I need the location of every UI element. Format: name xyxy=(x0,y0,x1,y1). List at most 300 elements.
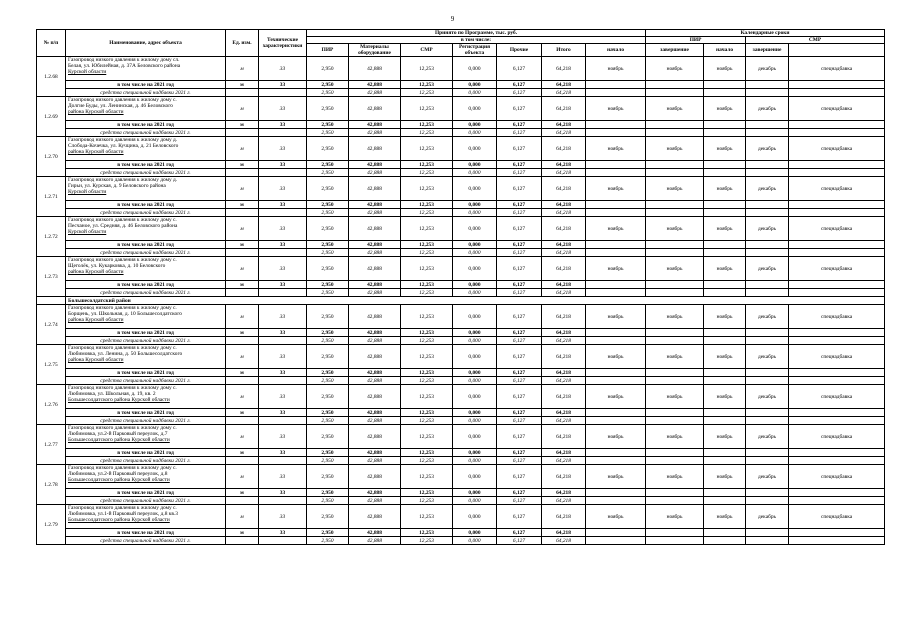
empty-cell xyxy=(789,89,885,97)
empty-cell xyxy=(746,337,789,345)
empty-cell xyxy=(226,337,259,345)
other-cell: 6,127 xyxy=(497,129,542,137)
total-cell: 64,218 xyxy=(542,369,586,377)
empty-cell xyxy=(586,161,646,169)
empty-cell xyxy=(646,457,704,465)
smr-cell: 12,253 xyxy=(401,257,453,281)
smr-end-cell: декабрь xyxy=(746,465,789,489)
smr-start-cell: ноябрь xyxy=(704,57,746,81)
reg-cell: 0,000 xyxy=(453,369,497,377)
smr-cell: 12,253 xyxy=(401,249,453,257)
year-total-label: в том числе на 2021 год xyxy=(66,329,226,337)
pir-cell: 2,950 xyxy=(307,529,349,537)
object-name-line xyxy=(68,269,223,275)
pir-cell: 2,950 xyxy=(307,129,349,137)
empty-cell xyxy=(746,329,789,337)
materials-cell: 42,888 xyxy=(349,129,401,137)
object-name-line xyxy=(68,149,223,155)
smr-start-cell: ноябрь xyxy=(704,97,746,121)
materials-cell: 42,888 xyxy=(349,489,401,497)
object-name-line xyxy=(68,229,223,235)
length-cell: 33 xyxy=(259,369,307,377)
pir-start-cell: ноябрь xyxy=(586,305,646,329)
total-cell: 64,218 xyxy=(542,257,586,281)
other-cell: 6,127 xyxy=(497,377,542,385)
object-name xyxy=(66,465,226,489)
other-cell: 6,127 xyxy=(497,161,542,169)
other-cell: 6,127 xyxy=(497,249,542,257)
object-row xyxy=(37,97,885,121)
empty-cell xyxy=(259,377,307,385)
other-cell: 6,127 xyxy=(497,329,542,337)
object-name-line xyxy=(68,109,223,115)
special-surcharge-row xyxy=(37,337,885,345)
object-name-region: района Курской области xyxy=(68,149,124,156)
unit-cell: м xyxy=(226,529,259,537)
empty-cell xyxy=(746,129,789,137)
object-name-line: Газопровод низкого давления к жилому дому с. xyxy=(68,305,177,311)
object-row xyxy=(37,425,885,449)
pir-end-cell: ноябрь xyxy=(646,505,704,529)
empty-cell xyxy=(586,129,646,137)
other-cell: 6,127 xyxy=(497,385,542,409)
empty-cell xyxy=(746,81,789,89)
source-cell: спецнадбавка xyxy=(789,505,885,529)
total-cell: 64,218 xyxy=(542,57,586,81)
length-cell: 33 xyxy=(259,329,307,337)
other-cell: 6,127 xyxy=(497,169,542,177)
reg-cell: 0,000 xyxy=(453,497,497,505)
object-name xyxy=(66,57,226,81)
district-no-cell xyxy=(37,297,66,305)
object-name-line: Газопровод низкого давления к жилому дому с. xyxy=(68,345,177,351)
empty-cell xyxy=(704,81,746,89)
special-label: средства специальной надбавки 2021 г. xyxy=(66,417,226,425)
header-cal-pir: ПИР xyxy=(646,37,746,44)
materials-cell: 42,888 xyxy=(349,337,401,345)
reg-cell: 0,000 xyxy=(453,377,497,385)
district-name: Большесолдатский район xyxy=(66,297,885,305)
total-cell: 64,218 xyxy=(542,97,586,121)
smr-cell: 12,253 xyxy=(401,457,453,465)
empty-cell xyxy=(746,281,789,289)
empty-cell xyxy=(789,417,885,425)
pir-end-cell: ноябрь xyxy=(646,57,704,81)
materials-cell: 42,888 xyxy=(349,121,401,129)
empty-cell xyxy=(746,537,789,545)
object-name-region: района Курской области xyxy=(68,109,124,116)
pir-cell: 2,950 xyxy=(307,505,349,529)
smr-cell: 12,253 xyxy=(401,305,453,329)
materials-cell: 42,888 xyxy=(349,305,401,329)
total-cell: 64,218 xyxy=(542,329,586,337)
object-name xyxy=(66,177,226,201)
empty-cell xyxy=(586,209,646,217)
other-cell: 6,127 xyxy=(497,457,542,465)
empty-cell xyxy=(704,537,746,545)
empty-cell xyxy=(746,209,789,217)
empty-cell xyxy=(586,281,646,289)
header-no: № п/п xyxy=(37,30,66,57)
empty-cell xyxy=(789,289,885,297)
pir-cell: 2,950 xyxy=(307,169,349,177)
reg-cell: 0,000 xyxy=(453,329,497,337)
total-cell: 64,218 xyxy=(542,489,586,497)
empty-cell xyxy=(704,161,746,169)
materials-cell: 42,888 xyxy=(349,497,401,505)
object-name-line xyxy=(68,317,223,323)
object-name-line: Щеголёк, ул. Кукарковка, д. 10 Беловского xyxy=(68,263,166,270)
unit-cell: м xyxy=(226,369,259,377)
year-total-label: в том числе на 2021 год xyxy=(66,201,226,209)
object-row xyxy=(37,505,885,529)
reg-cell: 0,000 xyxy=(453,241,497,249)
empty-cell xyxy=(704,337,746,345)
pir-cell: 2,950 xyxy=(307,209,349,217)
object-row xyxy=(37,257,885,281)
empty-cell xyxy=(586,529,646,537)
special-label: средства специальной надбавки 2021 г. xyxy=(66,169,226,177)
unit-cell: м xyxy=(226,281,259,289)
object-name-line: Слобода-Кочечка, ул. Кучцина, д. 21 Беловского xyxy=(68,143,179,150)
total-cell: 64,218 xyxy=(542,201,586,209)
empty-cell xyxy=(259,417,307,425)
reg-cell: 0,000 xyxy=(453,177,497,201)
total-cell: 64,218 xyxy=(542,337,586,345)
empty-cell xyxy=(646,129,704,137)
other-cell: 6,127 xyxy=(497,425,542,449)
object-name xyxy=(66,345,226,369)
object-name-region: района Курской области xyxy=(68,357,124,364)
empty-cell xyxy=(646,201,704,209)
smr-start-cell: ноябрь xyxy=(704,177,746,201)
program-table-container xyxy=(36,29,884,545)
smr-end-cell: декабрь xyxy=(746,177,789,201)
reg-cell: 0,000 xyxy=(453,281,497,289)
reg-cell: 0,000 xyxy=(453,249,497,257)
unit-cell: м xyxy=(226,81,259,89)
smr-cell: 12,253 xyxy=(401,129,453,137)
empty-cell xyxy=(704,377,746,385)
object-name-line xyxy=(68,69,223,75)
total-cell: 64,218 xyxy=(542,465,586,489)
materials-cell: 42,888 xyxy=(349,465,401,489)
empty-cell xyxy=(746,457,789,465)
smr-cell: 12,253 xyxy=(401,209,453,217)
special-label: средства специальной надбавки 2021 г. xyxy=(66,537,226,545)
empty-cell xyxy=(789,129,885,137)
year-total-row xyxy=(37,201,885,209)
object-name-line: Любимовка, ул. Школьная, д. 19, кв. 2 xyxy=(68,391,156,398)
object-name-region: Курской области xyxy=(68,229,107,236)
smr-cell: 12,253 xyxy=(401,57,453,81)
header-tech: Технические характеристики xyxy=(259,30,307,57)
empty-cell xyxy=(746,377,789,385)
empty-cell xyxy=(704,89,746,97)
program-table xyxy=(36,29,885,545)
empty-cell xyxy=(789,377,885,385)
year-total-row xyxy=(37,489,885,497)
materials-cell: 42,888 xyxy=(349,345,401,369)
smr-cell: 12,253 xyxy=(401,417,453,425)
smr-cell: 12,253 xyxy=(401,217,453,241)
empty-cell xyxy=(259,289,307,297)
table-header xyxy=(37,30,885,57)
pir-cell: 2,950 xyxy=(307,449,349,457)
empty-cell xyxy=(646,281,704,289)
unit-cell: м xyxy=(226,201,259,209)
empty-cell xyxy=(789,169,885,177)
other-cell: 6,127 xyxy=(497,137,542,161)
empty-cell xyxy=(789,457,885,465)
materials-cell: 42,888 xyxy=(349,281,401,289)
reg-cell: 0,000 xyxy=(453,57,497,81)
unit-cell: м xyxy=(226,489,259,497)
other-cell: 6,127 xyxy=(497,281,542,289)
length-cell: 33 xyxy=(259,505,307,529)
object-name-region: Большесолдатского района Курской области xyxy=(68,397,170,404)
other-cell: 6,127 xyxy=(497,449,542,457)
object-row xyxy=(37,57,885,81)
smr-cell: 12,253 xyxy=(401,161,453,169)
year-total-row xyxy=(37,81,885,89)
special-label: средства специальной надбавки 2021 г. xyxy=(66,337,226,345)
reg-cell: 0,000 xyxy=(453,121,497,129)
reg-cell: 0,000 xyxy=(453,345,497,369)
empty-cell xyxy=(789,337,885,345)
object-name-region: Большесолдатского района Курской области xyxy=(68,477,170,484)
pir-cell: 2,950 xyxy=(307,97,349,121)
smr-end-cell: декабрь xyxy=(746,385,789,409)
special-label: средства специальной надбавки 2021 г. xyxy=(66,289,226,297)
total-cell: 64,218 xyxy=(542,377,586,385)
object-row xyxy=(37,177,885,201)
object-row xyxy=(37,345,885,369)
header-funding-sub: в том числе: xyxy=(307,37,646,44)
pir-cell: 2,950 xyxy=(307,465,349,489)
empty-cell xyxy=(646,161,704,169)
year-total-label: в том числе на 2021 год xyxy=(66,281,226,289)
length-cell: 33 xyxy=(259,241,307,249)
special-surcharge-row xyxy=(37,129,885,137)
pir-start-cell: ноябрь xyxy=(586,97,646,121)
empty-cell xyxy=(646,537,704,545)
other-cell: 6,127 xyxy=(497,465,542,489)
empty-cell xyxy=(646,241,704,249)
smr-cell: 12,253 xyxy=(401,137,453,161)
object-name xyxy=(66,425,226,449)
pir-start-cell: ноябрь xyxy=(586,57,646,81)
source-cell: спецнадбавка xyxy=(789,257,885,281)
pir-cell: 2,950 xyxy=(307,249,349,257)
special-label: средства специальной надбавки 2021 г. xyxy=(66,497,226,505)
pir-cell: 2,950 xyxy=(307,137,349,161)
smr-end-cell: декабрь xyxy=(746,97,789,121)
table-body xyxy=(37,57,885,545)
smr-end-cell: декабрь xyxy=(746,505,789,529)
length-cell: 33 xyxy=(259,385,307,409)
object-name-line: Газопровод низкого давления к жилому дому с. xyxy=(68,257,177,263)
pir-cell: 2,950 xyxy=(307,81,349,89)
empty-cell xyxy=(704,289,746,297)
empty-cell xyxy=(704,209,746,217)
length-cell: 33 xyxy=(259,81,307,89)
object-name xyxy=(66,217,226,241)
empty-cell xyxy=(704,529,746,537)
materials-cell: 42,888 xyxy=(349,201,401,209)
object-name xyxy=(66,385,226,409)
empty-cell xyxy=(646,529,704,537)
other-cell: 6,127 xyxy=(497,497,542,505)
pir-start-cell: ноябрь xyxy=(586,345,646,369)
smr-start-cell: ноябрь xyxy=(704,257,746,281)
pir-start-cell: ноябрь xyxy=(586,505,646,529)
pir-cell: 2,950 xyxy=(307,201,349,209)
empty-cell xyxy=(646,329,704,337)
empty-cell xyxy=(704,201,746,209)
object-number: 1.2.77 xyxy=(37,425,66,465)
pir-cell: 2,950 xyxy=(307,497,349,505)
materials-cell: 42,888 xyxy=(349,369,401,377)
special-surcharge-row xyxy=(37,89,885,97)
empty-cell xyxy=(789,241,885,249)
empty-cell xyxy=(586,457,646,465)
reg-cell: 0,000 xyxy=(453,385,497,409)
special-label: средства специальной надбавки 2021 г. xyxy=(66,209,226,217)
total-cell: 64,218 xyxy=(542,169,586,177)
object-name xyxy=(66,137,226,161)
length-cell: 33 xyxy=(259,257,307,281)
header-smr-end: завершение xyxy=(746,44,789,57)
length-cell: 33 xyxy=(259,345,307,369)
pir-cell: 2,950 xyxy=(307,457,349,465)
object-name-line: Газопровод низкого давления к жилому дому сл. xyxy=(68,57,180,63)
unit-cell: м xyxy=(226,449,259,457)
year-total-row xyxy=(37,161,885,169)
special-label: средства специальной надбавки 2021 г. xyxy=(66,129,226,137)
smr-cell: 12,253 xyxy=(401,241,453,249)
other-cell: 6,127 xyxy=(497,97,542,121)
object-row xyxy=(37,217,885,241)
empty-cell xyxy=(789,281,885,289)
other-cell: 6,127 xyxy=(497,529,542,537)
empty-cell xyxy=(789,209,885,217)
materials-cell: 42,888 xyxy=(349,329,401,337)
object-name xyxy=(66,97,226,121)
materials-cell: 42,888 xyxy=(349,409,401,417)
unit-cell: м xyxy=(226,121,259,129)
object-name-line: Борщень, ул. Школьная, д. 10 Большесолдатского xyxy=(68,311,182,318)
object-name-line: Газопровод низкого давления к жилому дому д. xyxy=(68,177,178,183)
empty-cell xyxy=(746,121,789,129)
object-name-region: района Курской области xyxy=(68,317,124,324)
total-cell: 64,218 xyxy=(542,417,586,425)
special-label: средства специальной надбавки 2021 г. xyxy=(66,377,226,385)
total-cell: 64,218 xyxy=(542,449,586,457)
empty-cell xyxy=(646,409,704,417)
object-row xyxy=(37,305,885,329)
unit-cell: м xyxy=(226,137,259,161)
empty-cell xyxy=(586,369,646,377)
reg-cell: 0,000 xyxy=(453,217,497,241)
object-name-region: Большесолдатского района Курской области xyxy=(68,437,170,444)
reg-cell: 0,000 xyxy=(453,201,497,209)
empty-cell xyxy=(746,489,789,497)
smr-start-cell: ноябрь xyxy=(704,345,746,369)
object-name-line: Газопровод низкого давления к жилому дому с. xyxy=(68,505,177,511)
total-cell: 64,218 xyxy=(542,161,586,169)
source-cell: спецнадбавка xyxy=(789,97,885,121)
empty-cell xyxy=(746,89,789,97)
reg-cell: 0,000 xyxy=(453,81,497,89)
object-number: 1.2.73 xyxy=(37,257,66,297)
reg-cell: 0,000 xyxy=(453,137,497,161)
empty-cell xyxy=(646,377,704,385)
object-name-line: Газопровод низкого давления к жилому дому с. xyxy=(68,385,177,391)
pir-end-cell: ноябрь xyxy=(646,345,704,369)
header-smr: СМР xyxy=(401,44,453,57)
special-surcharge-row xyxy=(37,377,885,385)
source-cell: спецнадбавка xyxy=(789,425,885,449)
empty-cell xyxy=(226,249,259,257)
other-cell: 6,127 xyxy=(497,89,542,97)
other-cell: 6,127 xyxy=(497,241,542,249)
empty-cell xyxy=(704,449,746,457)
length-cell: 33 xyxy=(259,57,307,81)
smr-start-cell: ноябрь xyxy=(704,305,746,329)
pir-end-cell: ноябрь xyxy=(646,97,704,121)
other-cell: 6,127 xyxy=(497,201,542,209)
empty-cell xyxy=(704,497,746,505)
special-label: средства специальной надбавки 2021 г. xyxy=(66,457,226,465)
object-number: 1.2.72 xyxy=(37,217,66,257)
pir-end-cell: ноябрь xyxy=(646,385,704,409)
smr-cell: 12,253 xyxy=(401,345,453,369)
other-cell: 6,127 xyxy=(497,209,542,217)
total-cell: 64,218 xyxy=(542,209,586,217)
pir-start-cell: ноябрь xyxy=(586,385,646,409)
source-cell: спецнадбавка xyxy=(789,345,885,369)
pir-start-cell: ноябрь xyxy=(586,217,646,241)
empty-cell xyxy=(789,249,885,257)
pir-cell: 2,950 xyxy=(307,217,349,241)
year-total-row xyxy=(37,449,885,457)
smr-cell: 12,253 xyxy=(401,169,453,177)
page-number: 9 xyxy=(450,15,455,23)
year-total-label: в том числе на 2021 год xyxy=(66,449,226,457)
materials-cell: 42,888 xyxy=(349,289,401,297)
smr-cell: 12,253 xyxy=(401,465,453,489)
reg-cell: 0,000 xyxy=(453,457,497,465)
pir-cell: 2,950 xyxy=(307,337,349,345)
reg-cell: 0,000 xyxy=(453,337,497,345)
empty-cell xyxy=(259,537,307,545)
empty-cell xyxy=(226,289,259,297)
empty-cell xyxy=(646,81,704,89)
total-cell: 64,218 xyxy=(542,505,586,529)
length-cell: 33 xyxy=(259,449,307,457)
special-surcharge-row xyxy=(37,249,885,257)
empty-cell xyxy=(586,449,646,457)
pir-cell: 2,950 xyxy=(307,305,349,329)
smr-end-cell: декабрь xyxy=(746,345,789,369)
pir-cell: 2,950 xyxy=(307,345,349,369)
object-row xyxy=(37,385,885,409)
empty-cell xyxy=(746,249,789,257)
other-cell: 6,127 xyxy=(497,417,542,425)
source-cell: спецнадбавка xyxy=(789,385,885,409)
other-cell: 6,127 xyxy=(497,217,542,241)
